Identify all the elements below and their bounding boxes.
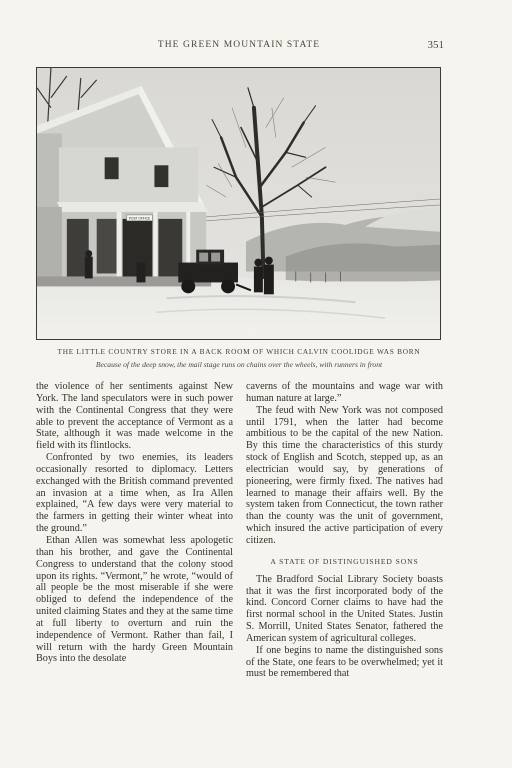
- paragraph: Ethan Allen was somewhat less apologetic than his brother, and gave the Continental Congress to understand that the colony stood upon its rights. “Vermont,” he wrote, “would of all people be the most miserable if she were obliged to defend the independence of the united claiming States and they at the same time at full liberty to overturn and ruin the independence of Vermont. Rather than fail, I will return with the hardy Green Mountain Boys into the desolate: [36, 534, 233, 665]
- paragraph: If one begins to name the distinguished sons of the State, one fears to be overwhelmed; yet it must be remembered that: [246, 644, 443, 680]
- paragraph: The Bradford Social Library Society boasts that it was the first incorporated body of the kind. Concord Corner claims to have had the first normal school in the United States. Justin S. Morrill, United States Senator, fathered the American system of agricultural colleges.: [246, 573, 443, 644]
- photograph-country-store: [36, 67, 441, 340]
- paragraph: The feud with New York was not composed until 1791, when the latter had become ambitious to be the capital of the new Nation. By this time the characteristics of this sturdy stock of English and Scotch, stepped up, as an electrician would say, by generations of pioneering, were firmly fixed. The natives had learned to manage their affairs well. By the system taken from Connecticut, the town rather than the county was the unit of government, which insured the active participation of every citizen.: [246, 404, 443, 546]
- figure-caption-title: THE LITTLE COUNTRY STORE IN A BACK ROOM OF WHICH CALVIN COOLIDGE WAS BORN: [57, 347, 421, 356]
- page-header: [36, 40, 442, 54]
- right-column: [246, 381, 443, 680]
- left-column: [36, 381, 233, 665]
- paragraph: caverns of the mountains and wage war with human nature at large.”: [246, 381, 443, 404]
- photo-scene: [37, 68, 440, 339]
- paragraph: the violence of her sentiments against New York. The land speculators were in such power with the Continental Congress that they were able to prevent the acceptance of Vermont as a State, although it was made welcome in the field with its flintlocks.: [36, 381, 233, 452]
- section-heading: A STATE OF DISTINGUISHED SONS: [270, 556, 419, 566]
- paragraph: Confronted by two enemies, its leaders occasionally resorted to diplomacy. Letters exchanged with the British command prevented an invasion at a time when, as Ira Allen explained, “A few days were very material to the farmers in getting their winter wheat into the ground.”: [36, 452, 233, 535]
- figure-caption-text: Because of the deep snow, the mail stage runs on chains over the wheels, with runners in front: [95, 360, 383, 369]
- store-sign: POST OFFICE: [128, 216, 151, 221]
- page-number: 351: [427, 39, 444, 51]
- running-head: THE GREEN MOUNTAIN STATE: [157, 40, 321, 50]
